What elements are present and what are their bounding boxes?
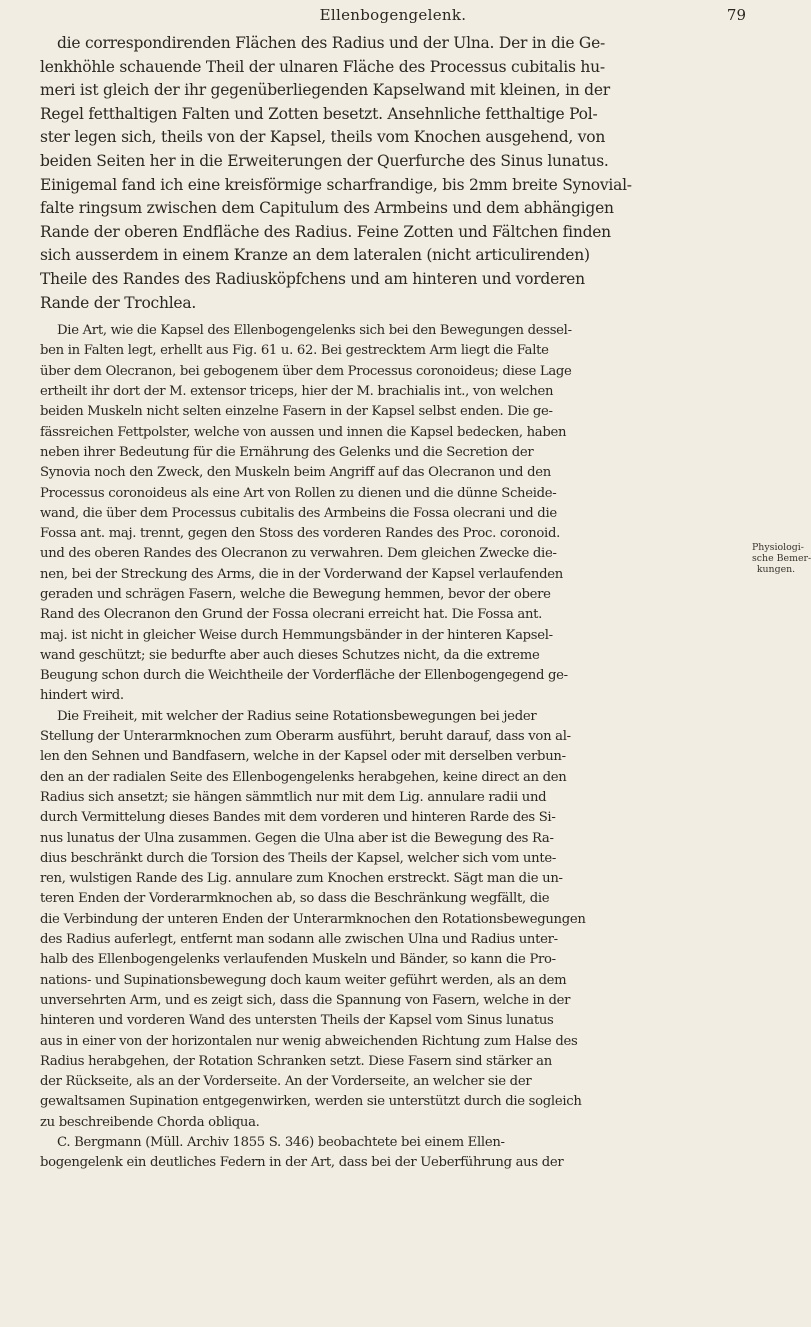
text-line: ren, wulstigen Rande des Lig. annulare zum Knochen erstreckt. Sägt man die un- bbox=[40, 871, 563, 887]
text-line: Die Art, wie die Kapsel des Ellenbogengelenks sich bei den Bewegungen dessel- bbox=[57, 323, 572, 339]
text-line: ben in Falten legt, erhellt aus Fig. 61 u. 62. Bei gestrecktem Arm liegt die Falte bbox=[40, 343, 549, 359]
paragraph-bergmann bbox=[40, 1133, 746, 1174]
text-line: halb des Ellenbogengelenks verlaufenden Muskeln und Bänder, so kann die Pro- bbox=[40, 952, 556, 968]
text-line: zu beschreibende Chorda obliqua. bbox=[40, 1114, 260, 1130]
margin-note-line: kungen. bbox=[756, 564, 796, 575]
text-line: Die Freiheit, mit welcher der Radius seine Rotationsbewegungen bei jeder bbox=[57, 708, 537, 724]
text-line: ster legen sich, theils von der Kapsel, theils vom Knochen ausgehend, von bbox=[40, 128, 606, 147]
paragraph-capsule-folds bbox=[40, 321, 746, 707]
text-line: über dem Olecranon, bei gebogenem über dem Processus coronoideus; diese Lage bbox=[40, 363, 572, 379]
text-line: Stellung der Unterarmknochen zum Oberarm ausführt, beruht darauf, dass von al- bbox=[40, 729, 571, 745]
paragraph-synovial-folds bbox=[40, 32, 746, 315]
text-line: und des oberen Randes des Olecranon zu verwahren. Dem gleichen Zwecke die- bbox=[40, 546, 557, 562]
text-line: Fossa ant. maj. trennt, gegen den Stoss des vorderen Randes des Proc. coronoid. bbox=[40, 526, 561, 542]
text-line: meri ist gleich der ihr gegenüberliegenden Kapselwand mit kleinen, in der bbox=[40, 81, 610, 100]
text-line: Beugung schon durch die Weichtheile der Vorderfläche der Ellenbogengegend ge- bbox=[40, 668, 568, 684]
margin-note-line: sche Bemer- bbox=[752, 553, 811, 564]
text-line: Regel fetthaltigen Falten und Zotten besetzt. Ansehnliche fetthaltige Pol- bbox=[40, 104, 598, 123]
text-line: aus in einer von der horizontalen nur wenig abweichenden Richtung zum Halse des bbox=[40, 1033, 578, 1049]
text-line: beiden Seiten her in die Erweiterungen der Querfurche des Sinus lunatus. bbox=[40, 151, 609, 170]
running-title: Ellenbogengelenk. bbox=[319, 6, 467, 24]
text-line: nen, bei der Streckung des Arms, die in der Vorderwand der Kapsel verlaufenden bbox=[40, 566, 563, 582]
text-line: nus lunatus der Ulna zusammen. Gegen die Ulna aber ist die Bewegung des Ra- bbox=[40, 830, 554, 846]
text-line: hindert wird. bbox=[40, 688, 124, 704]
margin-note bbox=[752, 542, 811, 575]
text-line: wand, die über dem Processus cubitalis des Armbeins die Fossa olecrani und die bbox=[40, 505, 557, 521]
page-number: 79 bbox=[726, 6, 746, 24]
margin-note-line: Physiologi- bbox=[752, 542, 804, 553]
text-line: Einigemal fand ich eine kreisförmige scharfrandige, bis 2mm breite Synovial- bbox=[40, 175, 632, 194]
text-line: durch Vermittelung dieses Bandes mit dem vorderen und hinteren Rarde des Si- bbox=[40, 810, 556, 826]
text-line: hinteren und vorderen Wand des untersten Theils der Kapsel vom Sinus lunatus bbox=[40, 1013, 554, 1029]
text-line: Rand des Olecranon den Grund der Fossa olecrani erreicht hat. Die Fossa ant. bbox=[40, 607, 543, 623]
text-line: fässreichen Fettpolster, welche von aussen und innen die Kapsel bedecken, haben bbox=[40, 424, 567, 440]
paragraph-radius-rotation bbox=[40, 707, 746, 1133]
text-line: sich ausserdem in einem Kranze an dem lateralen (nicht articulirenden) bbox=[40, 246, 590, 265]
text-line: geraden und schrägen Fasern, welche die Bewegung hemmen, bevor der obere bbox=[40, 586, 551, 602]
body-text bbox=[40, 32, 746, 1174]
text-line: des Radius auferlegt, entfernt man sodann alle zwischen Ulna und Radius unter- bbox=[40, 932, 558, 948]
text-line: bogengelenk ein deutliches Federn in der Art, dass bei der Ueberführung aus der bbox=[40, 1155, 564, 1171]
text-line: neben ihrer Bedeutung für die Ernährung des Gelenks und die Secretion der bbox=[40, 444, 534, 460]
text-line: gewaltsamen Supination entgegenwirken, werden sie unterstützt durch die sogleich bbox=[40, 1094, 582, 1110]
text-line: Theile des Randes des Radiusköpfchens und am hinteren und vorderen bbox=[40, 269, 585, 288]
text-line: dius beschränkt durch die Torsion des Theils der Kapsel, welcher sich vom unte- bbox=[40, 850, 556, 866]
text-line: der Rückseite, als an der Vorderseite. An der Vorderseite, an welcher sie der bbox=[40, 1074, 532, 1090]
text-line: Rande der oberen Endfläche des Radius. Feine Zotten und Fältchen finden bbox=[40, 222, 611, 241]
text-line: Radius sich ansetzt; sie hängen sämmtlich nur mit dem Lig. annulare radii und bbox=[40, 789, 547, 805]
text-line: falte ringsum zwischen dem Capitulum des Armbeins und dem abhängigen bbox=[40, 199, 614, 218]
text-line: Radius herabgehen, der Rotation Schranken setzt. Diese Fasern sind stärker an bbox=[40, 1053, 552, 1069]
text-line: Synovia noch den Zweck, den Muskeln beim Angriff auf das Olecranon und den bbox=[40, 465, 551, 481]
text-line: maj. ist nicht in gleicher Weise durch Hemmungsbänder in der hinteren Kapsel- bbox=[40, 627, 553, 643]
text-line: nations- und Supinationsbewegung doch kaum weiter geführt werden, als an dem bbox=[40, 972, 567, 988]
text-line: den an der radialen Seite des Ellenbogengelenks herabgehen, keine direct an den bbox=[40, 769, 567, 785]
text-line: Processus coronoideus als eine Art von Rollen zu dienen und die dünne Scheide- bbox=[40, 485, 557, 501]
text-line: unversehrten Arm, und es zeigt sich, dass die Spannung von Fasern, welche in der bbox=[40, 992, 571, 1008]
text-line: teren Enden der Vorderarmknochen ab, so dass die Beschränkung wegfällt, die bbox=[40, 891, 550, 907]
text-line: die correspondirenden Flächen des Radius und der Ulna. Der in die Ge- bbox=[57, 34, 605, 52]
text-line: wand geschützt; sie bedurfte aber auch dieses Schutzes nicht, da die extreme bbox=[40, 647, 540, 663]
text-line: lenkhöhle schauende Theil der ulnaren Fläche des Processus cubitalis hu- bbox=[40, 57, 605, 76]
text-line: C. Bergmann (Müll. Archiv 1855 S. 346) beobachtete bei einem Ellen- bbox=[57, 1135, 505, 1150]
text-line: die Verbindung der unteren Enden der Unterarmknochen den Rotationsbewegungen bbox=[40, 911, 586, 927]
text-line: Rande der Trochlea. bbox=[40, 293, 196, 312]
text-line: ertheilt ihr dort der M. extensor triceps, hier der M. brachialis int., von welchen bbox=[40, 384, 554, 400]
page-header bbox=[40, 6, 746, 28]
text-line: beiden Muskeln nicht selten einzelne Fasern in der Kapsel selbst enden. Die ge- bbox=[40, 404, 553, 420]
text-line: len den Sehnen und Bandfasern, welche in der Kapsel oder mit derselben verbun- bbox=[40, 749, 566, 765]
